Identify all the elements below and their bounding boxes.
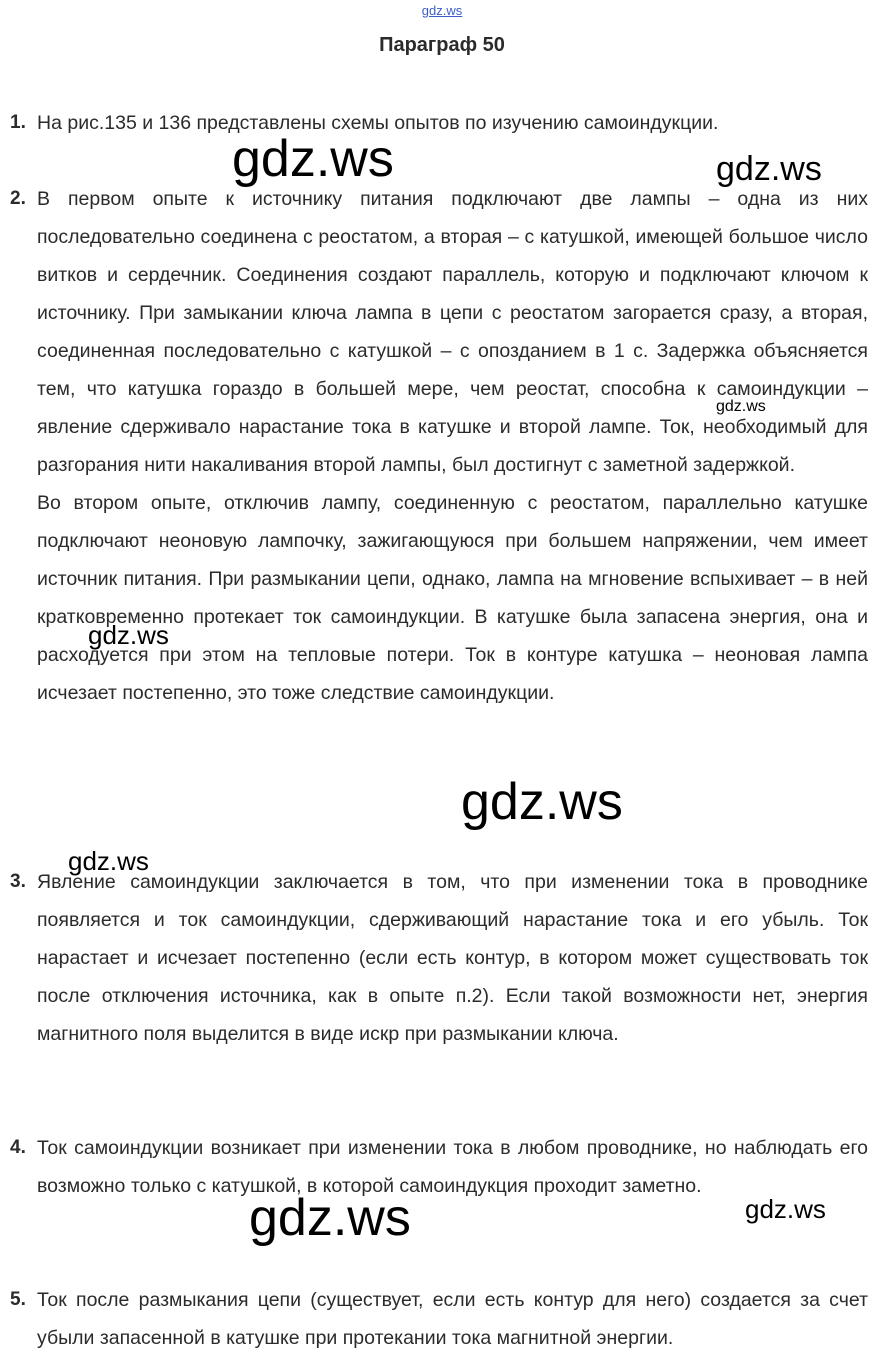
watermark: gdz.ws bbox=[745, 1194, 826, 1224]
item-paragraph: Ток после размыкания цепи (существует, если есть контур для него) создается за счет убыли запасенной в катушке при протекании тока магнитной энергии. bbox=[37, 1289, 868, 1349]
item-text bbox=[37, 1281, 868, 1357]
watermark: gdz.ws bbox=[68, 846, 149, 876]
watermark: gdz.ws bbox=[88, 620, 169, 650]
item-text bbox=[37, 104, 868, 142]
page-title: Параграф 50 bbox=[379, 34, 505, 56]
item-number: 2. bbox=[10, 188, 26, 209]
watermark: gdz.ws bbox=[249, 1189, 411, 1247]
item-paragraph: Во втором опыте, отключив лампу, соединенную с реостатом, параллельно катушке подключают неоновую лампочку, зажигающуюся при большем напряжении, чем имеет источник питания. При размыкании цепи, однако, лампа на мгновение вспыхивает – в ней кратковременно протекает ток самоиндукции. В катушке была запасена энергия, она и расходуется при этом на тепловые потери. Ток в контуре катушка – неоновая лампа исчезает постепенно, это тоже следствие самоиндукции. bbox=[37, 492, 868, 704]
item-paragraph: Ток самоиндукции возникает при изменении тока в любом проводнике, но наблюдать его возможно только с катушкой, в которой самоиндукция проходит заметно. bbox=[37, 1137, 868, 1197]
item-paragraph: В первом опыте к источнику питания подключают две лампы – одна из них последовательно соединена с реостатом, а вторая – с катушкой, имеющей большое число витков и сердечник. Соединения создают параллель, которую и подключают ключом к источнику. При замыкании ключа лампа в цепи с реостатом загорается сразу, а вторая, соединенная последовательно с катушкой – с опозданием в 1 с. Задержка объясняется тем, что катушка гораздо в большей мере, чем реостат, способна к самоиндукции – явление сдерживало нарастание тока в катушке и второй лампе. Ток, необходимый для разгорания нити накаливания второй лампы, был достигнут с заметной задержкой. bbox=[37, 188, 868, 476]
item-number: 4. bbox=[10, 1137, 26, 1158]
watermark: gdz.ws bbox=[461, 773, 623, 831]
item-text bbox=[37, 863, 868, 1053]
watermark: gdz.ws bbox=[716, 398, 766, 415]
watermark: gdz.ws bbox=[232, 130, 394, 188]
site-link[interactable]: gdz.ws bbox=[421, 3, 463, 18]
item-text bbox=[37, 1129, 868, 1205]
watermark: gdz.ws bbox=[716, 150, 822, 188]
item-paragraph: Явление самоиндукции заключается в том, что при изменении тока в проводнике появляется и ток самоиндукции, сдерживающий нарастание тока и его убыль. Ток нарастает и исчезает постепенно (если есть контур, в котором может существовать ток после отключения источника, как в опыте п.2). Если такой возможности нет, энергия магнитного поля выделится в виде искр при размыкании ключа. bbox=[37, 871, 868, 1045]
item-number: 5. bbox=[10, 1289, 26, 1310]
item-number: 3. bbox=[10, 871, 26, 892]
item-number: 1. bbox=[10, 112, 26, 133]
item-paragraph: На рис.135 и 136 представлены схемы опытов по изучению самоиндукции. bbox=[37, 112, 719, 134]
